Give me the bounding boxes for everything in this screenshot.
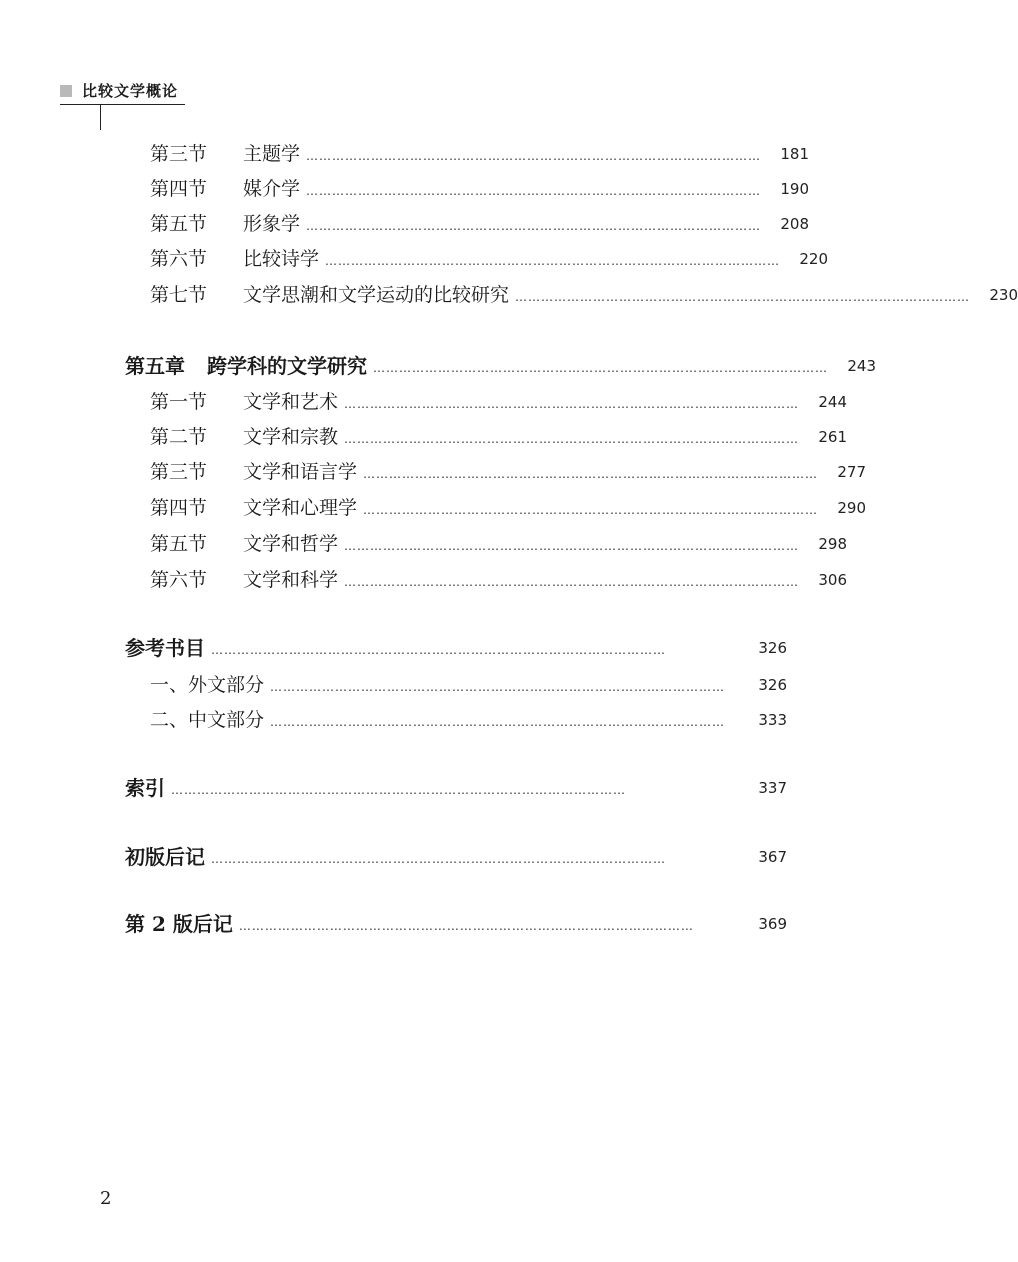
page-ref: 290 [837,499,867,517]
leader-dots: …………………………………………………………………………………………… [270,680,726,694]
leader-dots: …………………………………………………………………………………………… [344,539,800,553]
page-ref: 208 [780,215,810,233]
toc-chapter-entry[interactable] [125,910,787,938]
toc-entry[interactable] [150,281,1018,309]
section-label: 第四节 [150,497,208,519]
section-title: 文学和哲学 [243,533,339,555]
toc-entry[interactable] [150,530,848,558]
page-ref: 230 [989,286,1018,304]
section-title: 文学和心理学 [243,497,358,519]
leader-dots: …………………………………………………………………………………………… [344,397,800,411]
section-title: 主题学 [243,143,301,165]
leader-dots: …………………………………………………………………………………………… [325,254,781,268]
toc-entry[interactable] [150,458,867,486]
references-part-title: 二、中文部分 [150,709,265,731]
toc-entry[interactable] [150,388,848,416]
toc-chapter-entry[interactable] [125,352,876,380]
page-ref: 367 [758,848,787,866]
section-label: 第三节 [150,143,208,165]
leader-dots: …………………………………………………………………………………………… [306,149,762,163]
toc-entry[interactable] [150,210,810,238]
index-title: 索引 [125,776,165,800]
toc-entry[interactable] [150,566,848,594]
afterword-title: 初版后记 [125,845,205,869]
toc-entry[interactable] [150,671,787,699]
section-title: 文学和艺术 [243,391,339,413]
section-label: 第六节 [150,248,208,270]
page-ref: 181 [780,145,810,163]
section-label: 第七节 [150,284,208,306]
section-label: 第五节 [150,213,208,235]
section-title: 文学思潮和文学运动的比较研究 [243,284,510,306]
page-ref: 277 [837,463,867,481]
running-header [60,80,178,101]
chapter-heading [125,352,367,380]
toc-entry[interactable] [150,706,787,734]
leader-dots: …………………………………………………………………………………………… [306,184,762,198]
toc-entry[interactable] [150,140,810,168]
section-label: 第二节 [150,426,208,448]
leader-dots: …………………………………………………………………………………………… [363,467,819,481]
leader-dots: …………………………………………………………………………………………… [363,503,819,517]
book-title: 比较文学概论 [82,82,179,100]
toc-chapter-entry[interactable] [125,774,787,802]
header-square-ornament [60,85,72,97]
section-title: 文学和科学 [243,569,339,591]
page-ref: 190 [780,180,810,198]
page-ref: 243 [847,357,876,375]
afterword-title: 第 2 版后记 [125,912,233,936]
chapter-label: 第五章 [125,354,185,378]
page-ref: 369 [758,915,787,933]
references-part-title: 一、外文部分 [150,674,265,696]
header-rule [60,104,185,105]
leader-dots: …………………………………………………………………………………………… [211,643,666,657]
leader-dots: …………………………………………………………………………………………… [270,715,726,729]
section-title: 比较诗学 [243,248,320,270]
section-label: 第五节 [150,533,208,555]
page-ref: 326 [758,639,787,657]
leader-dots: …………………………………………………………………………………………… [171,783,626,797]
page-ref: 326 [758,676,787,694]
page-ref: 306 [818,571,848,589]
leader-dots: …………………………………………………………………………………………… [211,852,666,866]
leader-dots: …………………………………………………………………………………………… [344,575,800,589]
section-title: 媒介学 [243,178,301,200]
leader-dots: …………………………………………………………………………………………… [344,432,800,446]
header-vertical-rule [100,104,101,130]
leader-dots: …………………………………………………………………………………………… [238,919,694,933]
toc-entry[interactable] [150,494,867,522]
references-title: 参考书目 [125,636,205,660]
chapter-title: 跨学科的文学研究 [207,354,367,378]
toc-chapter-entry[interactable] [125,843,787,871]
leader-dots: …………………………………………………………………………………………… [373,361,828,375]
toc-entry[interactable] [150,175,810,203]
section-title: 形象学 [243,213,301,235]
page-ref: 333 [758,711,787,729]
page-ref: 244 [818,393,848,411]
section-label: 第一节 [150,391,208,413]
page-ref: 261 [818,428,848,446]
toc-chapter-entry[interactable] [125,634,787,662]
page-ref: 298 [818,535,848,553]
toc-entry[interactable] [150,423,848,451]
section-label: 第六节 [150,569,208,591]
section-label: 第四节 [150,178,208,200]
section-title: 文学和语言学 [243,461,358,483]
leader-dots: …………………………………………………………………………………………… [515,290,971,304]
section-title: 文学和宗教 [243,426,339,448]
page-ref: 220 [799,250,829,268]
toc-entry[interactable] [150,245,829,273]
section-label: 第三节 [150,461,208,483]
page-number: 2 [100,1188,112,1209]
page-ref: 337 [758,779,787,797]
leader-dots: …………………………………………………………………………………………… [306,219,762,233]
